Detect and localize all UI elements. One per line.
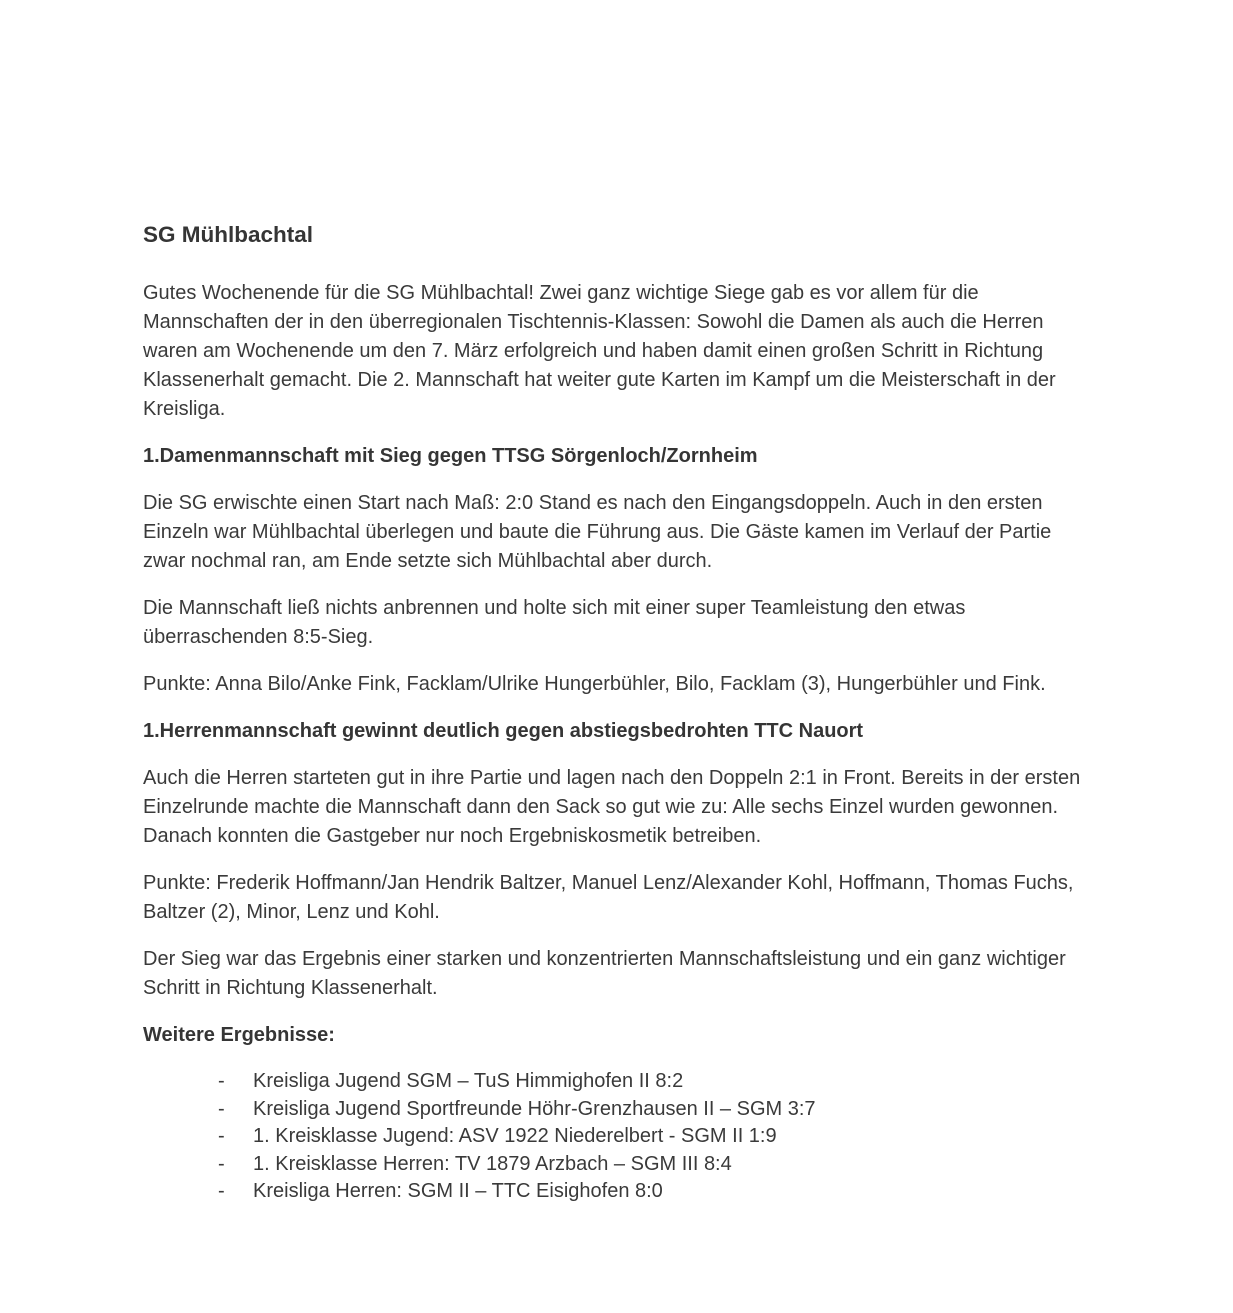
- list-item-text: Kreisliga Jugend SGM – TuS Himmighofen II 8:2: [253, 1070, 684, 1092]
- herren-match-report-paragraph: Auch die Herren starteten gut in ihre Partie und lagen nach den Doppeln 2:1 in Front. Bereits in der ersten Einzelrunde machte die Mannschaft dann den Sack so gut wie zu: Alle sechs Einzel wurden gewonnen. Danach konnten die Gastgeber nur noch Ergebniskosmetik betreiben.: [143, 767, 1081, 847]
- list-item-text: 1. Kreisklasse Jugend: ASV 1922 Niederelbert - SGM II 1:9: [253, 1125, 777, 1147]
- dash-marker: -: [218, 1152, 225, 1175]
- damen-punkte-paragraph: Punkte: Anna Bilo/Anke Fink, Facklam/Ulrike Hungerbühler, Bilo, Facklam (3), Hungerbühler und Fink.: [143, 673, 1046, 695]
- list-item-text: Kreisliga Jugend Sportfreunde Höhr-Grenzhausen II – SGM 3:7: [253, 1097, 816, 1120]
- dash-marker: -: [218, 1070, 225, 1092]
- dash-marker: -: [218, 1097, 225, 1120]
- section-heading-damenmannschaft: 1.Damenmannschaft mit Sieg gegen TTSG Sörgenloch/Zornheim: [143, 445, 758, 467]
- damen-match-report-paragraph: Die SG erwischte einen Start nach Maß: 2:0 Stand es nach den Eingangsdoppeln. Auch in den ersten Einzeln war Mühlbachtal überlegen und baute die Führung aus. Die Gäste kamen im Verlauf der Partie zwar nochmal ran, am Ende setzte sich Mühlbachtal aber durch.: [143, 492, 1052, 572]
- results-heading: Weitere Ergebnisse:: [143, 1024, 335, 1046]
- list-item: [143, 1123, 1093, 1151]
- list-item-text: 1. Kreisklasse Herren: TV 1879 Arzbach – SGM III 8:4: [253, 1152, 732, 1175]
- section-heading-herrenmannschaft: 1.Herrenmannschaft gewinnt deutlich gegen abstiegsbedrohten TTC Nauort: [143, 720, 864, 742]
- dash-marker: -: [218, 1125, 225, 1147]
- list-item-text: Kreisliga Herren: SGM II – TTC Eisighofen 8:0: [253, 1180, 663, 1202]
- dash-marker: -: [218, 1180, 225, 1202]
- damen-result-paragraph: Die Mannschaft ließ nichts anbrennen und holte sich mit einer super Teamleistung den etwas überraschenden 8:5-Sieg.: [143, 597, 966, 648]
- list-item: [143, 1068, 1093, 1096]
- page-title: SG Mühlbachtal: [143, 222, 314, 247]
- herren-summary-paragraph: Der Sieg war das Ergebnis einer starken und konzentrierten Mannschaftsleistung und ein ganz wichtiger Schritt in Richtung Klassenerhalt.: [143, 948, 1066, 999]
- intro-paragraph: Gutes Wochenende für die SG Mühlbachtal! Zwei ganz wichtige Siege gab es vor allem für die Mannschaften der in den überregionalen Tischtennis-Klassen: Sowohl die Damen als auch die Herren waren am Wochenende um den 7. März erfolgreich und haben damit einen großen Schritt in Richtung Klassenerhalt gemacht. Die 2. Mannschaft hat weiter gute Karten im Kampf um die Meisterschaft in der Kreisliga.: [143, 282, 1056, 420]
- list-item: [143, 1151, 1093, 1179]
- herren-punkte-paragraph: Punkte: Frederik Hoffmann/Jan Hendrik Baltzer, Manuel Lenz/Alexander Kohl, Hoffmann, Thomas Fuchs, Baltzer (2), Minor, Lenz und Kohl.: [143, 872, 1074, 923]
- list-item: [143, 1096, 1093, 1124]
- list-item: [143, 1178, 1093, 1206]
- results-list: [143, 1068, 1093, 1206]
